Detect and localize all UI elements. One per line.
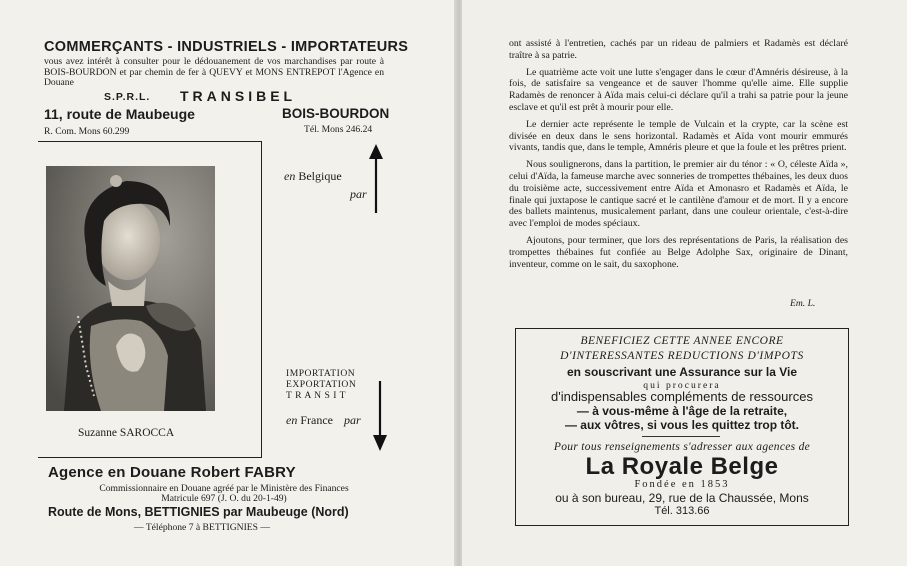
arrow-up-icon <box>366 143 386 215</box>
ad-line-7: — aux vôtres, si vous les quittez trop tôt. <box>564 418 800 432</box>
ad-line-5: d'indispensables compléments de ressources <box>551 389 813 404</box>
en-france: en <box>286 413 298 427</box>
ad-tel: Tél. 313.66 <box>654 505 710 517</box>
ad-brand: La Royale Belge <box>585 453 779 480</box>
route-de-mons: Route de Mons, BETTIGNIES par Maubeuge (Nord) <box>48 505 349 519</box>
arrow-down-icon <box>370 381 390 453</box>
agence-title: Agence en Douane Robert FABRY <box>48 464 296 481</box>
registry-number: R. Com. Mons 60.299 <box>44 126 130 137</box>
ad-founded: Fondée en 1853 <box>634 479 730 490</box>
portrait-photo <box>46 166 215 411</box>
en-belgique: en <box>284 169 296 183</box>
par-france: par <box>343 413 361 427</box>
article-paragraph: Nous soulignerons, dans la partition, le premier air du ténor : « O, céleste Aïda », celui d'Aïda, la fameuse marche avec sonneries de trompettes thébaines, les deux duos du troisième acte, successivement entre Aïda et Amonasro et Radamès et Aïda, le finale qui juxtapose le cantique sacré et le cantilène d'amour et de mort. Il y a encore des ballets maintenus, musicalement parlant, dans une couleur orientale, c'est-à-dire avec l'emploi de modes spéciaux. <box>509 159 848 230</box>
ie-line-transit: T R A N S I T <box>286 390 346 401</box>
article-paragraph: Ajoutons, pour terminer, que lors des représentations de Paris, la réalisation des trompettes thébaines fut confiée au Belge Adolphe Sax, originaire de Dinant, inventeur, comme on le sait, du saxophone. <box>509 234 848 270</box>
commission-line-2: Matricule 697 (J. O. du 20-1-49) <box>161 493 287 504</box>
company-phone: Tél. Mons 246.24 <box>304 124 373 135</box>
commission-line-1: Commissionnaire en Douane agréé par le Ministère des Finances <box>99 483 349 494</box>
ad-line-6: — à vous-même à l'âge de la retraite, <box>576 404 788 418</box>
ie-line-exportation: EXPORTATION <box>286 379 357 390</box>
photo-caption: Suzanne SAROCCA <box>78 427 175 439</box>
route-france-label <box>286 413 361 428</box>
ad-line-8: Pour tous renseignements s'adresser aux agences de <box>553 441 811 453</box>
signature: Em. L. <box>790 298 816 309</box>
route-belgique-label <box>284 169 342 184</box>
import-export-transit <box>286 368 356 401</box>
ie-line-importation: IMPORTATION <box>286 368 356 379</box>
ad-office: ou à son bureau, 29, rue de la Chaussée, Mons <box>555 491 809 505</box>
telephone-bettignies: — Téléphone 7 à BETTIGNIES — <box>134 522 270 533</box>
header-title: COMMERÇANTS - INDUSTRIELS - IMPORTATEURS <box>44 39 409 55</box>
sprl-label: S.P.R.L. <box>104 91 151 103</box>
commission-text <box>64 484 384 504</box>
article-paragraph: Le dernier acte représente le temple de Vulcain et la crypte, car la scène est divisée en deux dans le sens horizontal. Radamès et Aïda vont mourir emmurés vivants, tandis que, dans le temple, Amnéris pleure et que la foule et les prêtres prient. <box>509 118 848 154</box>
article-text <box>509 38 848 275</box>
company-city: BOIS-BOURDON <box>282 106 390 121</box>
company-address: 11, route de Maubeuge <box>44 106 195 122</box>
par-belgique: par <box>350 187 367 201</box>
company-name: TRANSIBEL <box>180 88 297 104</box>
article-paragraph: Le quatrième acte voit une lutte s'engager dans le cœur d'Amnéris désireuse, à la fois, de satisfaire sa vengeance et de sauver l'homme qu'elle aime. Elle supplie Radamès de renoncer à Aïda mais celui-ci déclare qu'il a trahi sa patrie pour la jeune esclave et qu'il est prêt à mourir pour elle. <box>509 66 848 113</box>
ad-line-4: qui procurera <box>643 380 721 391</box>
ad-line-2: D'INTERESSANTES REDUCTIONS D'IMPOTS <box>560 350 804 362</box>
header-text: vous avez intérêt à consulter pour le dédouanement de vos marchandises par route à BOIS-BOURDON et par chemin de fer à QUEVY et MONS ENTREPOT l'Agence en Douane <box>44 56 384 88</box>
article-paragraph: ont assisté à l'entretien, cachés par un rideau de palmiers et Radamès est déclaré traître à sa patrie. <box>509 38 848 61</box>
ad-line-1: BENEFICIEZ CETTE ANNEE ENCORE <box>580 335 784 347</box>
france-word: France <box>300 413 333 427</box>
belgique-word: Belgique <box>298 169 342 183</box>
ad-divider <box>642 436 720 437</box>
ad-line-3: en souscrivant une Assurance sur la Vie <box>566 365 798 379</box>
insurance-advert <box>515 328 849 526</box>
